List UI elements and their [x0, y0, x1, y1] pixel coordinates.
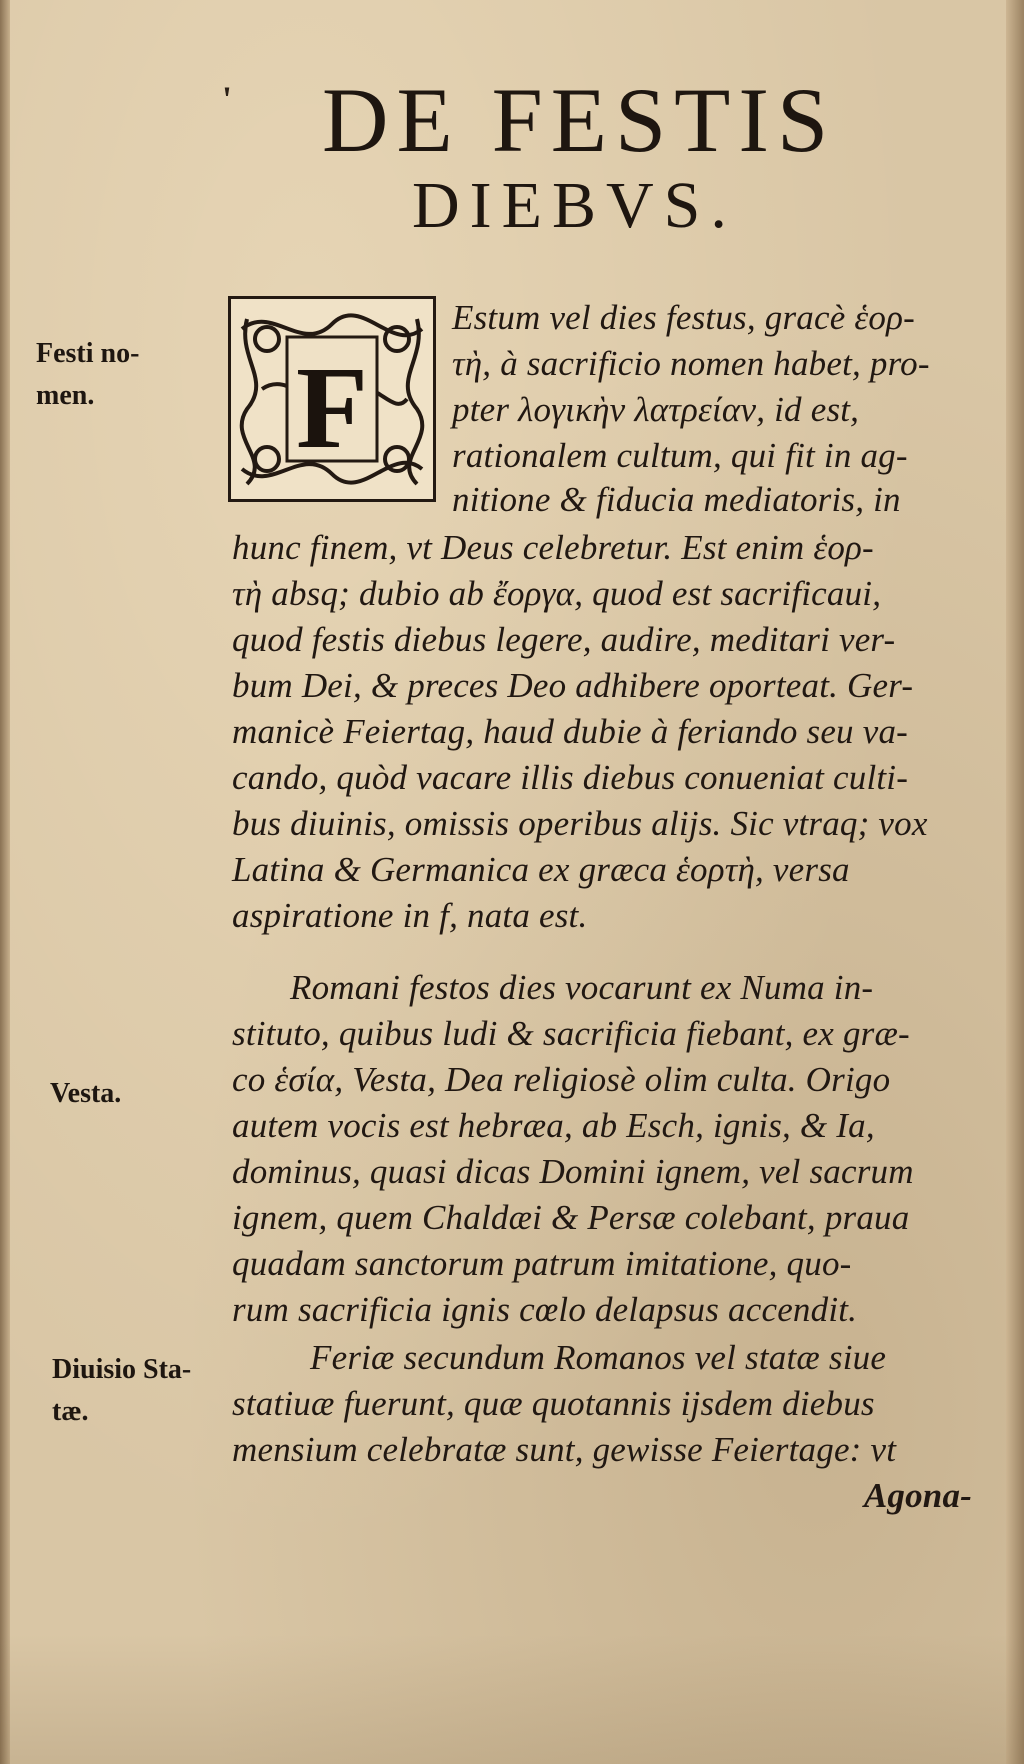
text-line: autem vocis est hebræa, ab Esch, ignis, & Ia,: [232, 1106, 875, 1145]
margin-note-vesta: Vesta.: [50, 1078, 122, 1109]
page-edge-left: [0, 0, 10, 1764]
page-subtitle: DIEBVS.: [412, 169, 737, 242]
text-line: quod festis diebus legere, audire, meditari ver-: [232, 620, 896, 659]
text-line: bus diuinis, omissis operibus alijs. Sic vtraq; vox: [232, 804, 928, 843]
text-line: τὴ, à sacrificio nomen habet, pro-: [452, 344, 930, 383]
text-line: cando, quòd vacare illis diebus conueniat culti-: [232, 758, 909, 797]
text-line: Romani festos dies vocarunt ex Numa in-: [290, 968, 874, 1007]
margin-note-diuisio-2: tæ.: [52, 1396, 89, 1427]
svg-text:F: F: [295, 342, 369, 473]
margin-note-festi-nomen-1: Festi no-: [36, 338, 140, 369]
decorated-initial: [228, 296, 436, 502]
ornament-initial-icon: [231, 299, 433, 499]
text-line: quadam sanctorum patrum imitatione, quo-: [232, 1244, 852, 1283]
text-line: Estum vel dies festus, gracè ἑορ-: [452, 298, 915, 337]
text-line: pter λογικὴν λατρείαν, id est,: [452, 390, 860, 429]
page-mark: ': [222, 79, 233, 119]
text-line: Feriæ secundum Romanos vel statæ siue: [310, 1338, 887, 1377]
text-line: hunc finem, vt Deus celebretur. Est enim ἑορ-: [232, 528, 874, 567]
page-shadow: [0, 1634, 1024, 1764]
page-title: DE FESTIS: [322, 69, 837, 171]
margin-note-diuisio-1: Diuisio Sta-: [52, 1354, 192, 1385]
text-line: aspiratione in f, nata est.: [232, 896, 588, 935]
text-line: rationalem cultum, qui fit in ag-: [452, 436, 908, 475]
text-line: bum Dei, & preces Deo adhibere oporteat. Ger-: [232, 666, 914, 705]
text-line: stituto, quibus ludi & sacrificia fiebant, ex græ-: [232, 1014, 910, 1053]
text-line: nitione & fiducia mediatoris, in: [452, 480, 901, 519]
text-line: τὴ absq; dubio ab ἔοργα, quod est sacrificaui,: [232, 574, 882, 613]
text-line: rum sacrificia ignis cœlo delapsus accendit.: [232, 1290, 858, 1329]
page-edge-right: [1006, 0, 1024, 1764]
text-line: Agona-: [863, 1476, 972, 1515]
margin-note-festi-nomen-2: men.: [36, 380, 95, 411]
text-line: mensium celebratæ sunt, gewisse Feiertage: vt: [232, 1430, 897, 1469]
text-line: manicè Feiertag, haud dubie à feriando seu va-: [232, 712, 908, 751]
text-line: co ἑσία, Vesta, Dea religiosè olim culta. Origo: [232, 1060, 891, 1099]
text-line: statiuæ fuerunt, quæ quotannis ijsdem diebus: [232, 1384, 875, 1423]
text-line: dominus, quasi dicas Domini ignem, vel sacrum: [232, 1152, 914, 1191]
text-line: Latina & Germanica ex græca ἑορτὴ, versa: [232, 850, 850, 889]
text-line: ignem, quem Chaldæi & Persæ colebant, praua: [232, 1198, 910, 1237]
